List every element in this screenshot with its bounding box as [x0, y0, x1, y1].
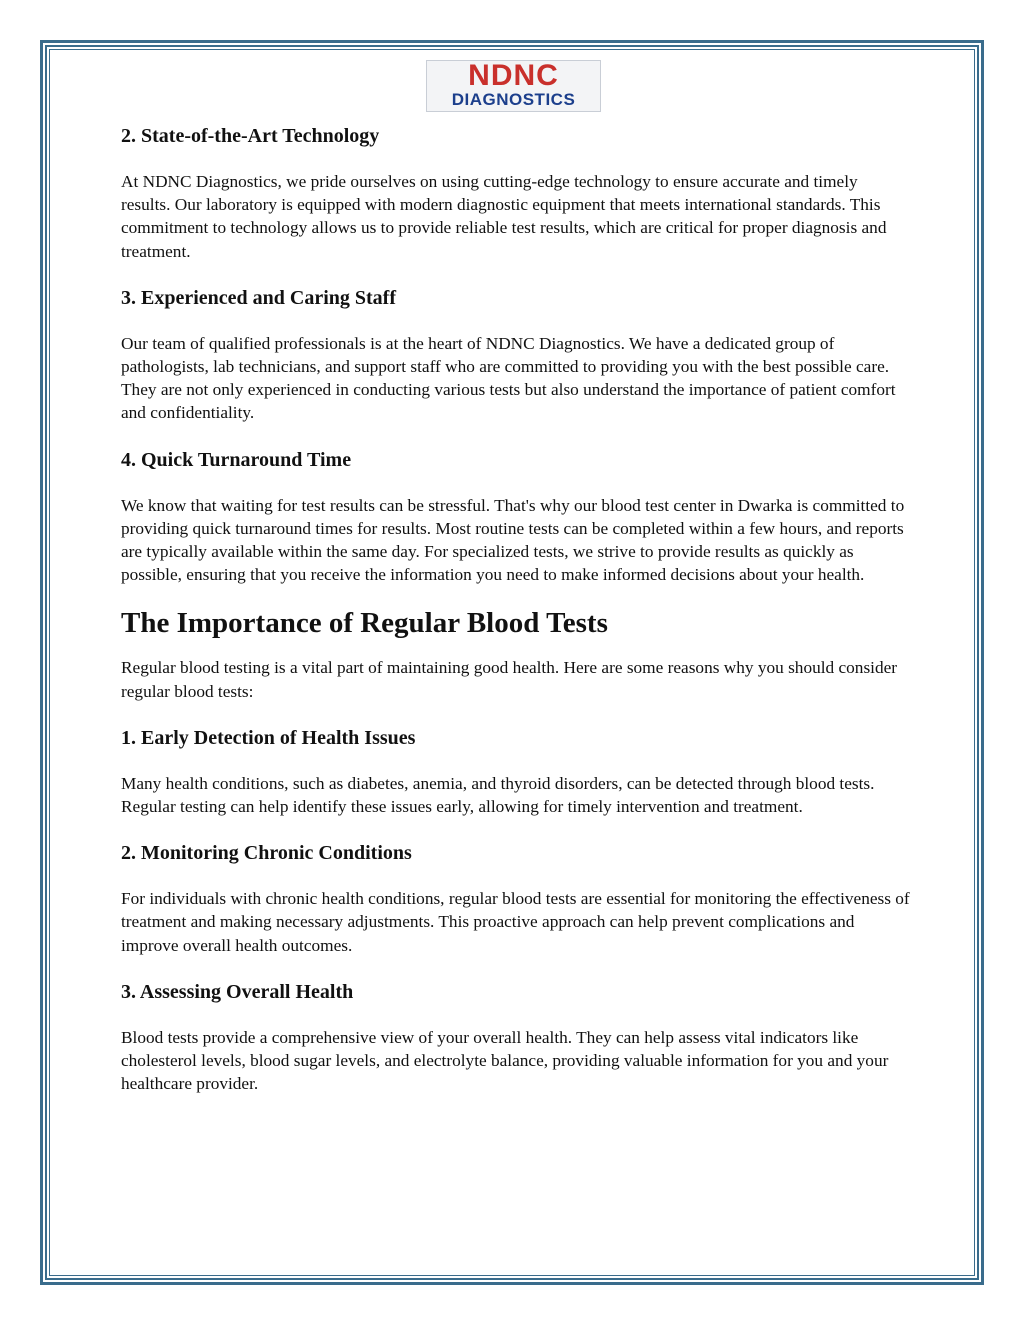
paragraph-turnaround: We know that waiting for test results can be stressful. That's why our blood test center in Dwarka is committed to providing quick turnaround times for results. Most routine tests can be completed within a few hours, and reports are typically available within the same day. For specialized tests, we strive to provide results as quickly as possible, ensuring that you receive the information you need to make informed decisions about your health. [121, 495, 905, 585]
heading-quick-turnaround: 4. Quick Turnaround Time [121, 448, 352, 471]
heading-state-of-the-art: 2. State-of-the-Art Technology [121, 125, 380, 147]
heading-overall-health: 3. Assessing Overall Health [121, 980, 354, 1003]
heading-importance: The Importance of Regular Blood Tests [121, 607, 608, 640]
document-body [121, 120, 911, 1095]
ndnc-logo [426, 60, 601, 112]
paragraph-chronic-conditions: For individuals with chronic health conditions, regular blood tests are essential for monitoring the effectiveness of treatment and making necessary adjustments. This proactive approach can help prevent complications and improve overall health outcomes. [121, 889, 910, 955]
paragraph-staff: Our team of qualified professionals is at the heart of NDNC Diagnostics. We have a dedicated group of pathologists, lab technicians, and support staff who are committed to providing you with the best possible care. They are not only experienced in conducting various tests but also understand the importance of patient comfort and confidentiality. [121, 333, 896, 423]
logo-line-1: NDNC [468, 59, 559, 92]
paragraph-overall-health: Blood tests provide a comprehensive view of your overall health. They can help assess vital indicators like cholesterol levels, blood sugar levels, and electrolyte balance, providing valuable information for you and your healthcare provider. [121, 1027, 889, 1094]
logo-line-2: DIAGNOSTICS [451, 90, 576, 109]
paragraph-importance-intro: Regular blood testing is a vital part of maintaining good health. Here are some reasons why you should consider regular blood tests: [121, 658, 898, 701]
heading-chronic-conditions: 2. Monitoring Chronic Conditions [121, 842, 412, 865]
paragraph-early-detection: Many health conditions, such as diabetes, anemia, and thyroid disorders, can be detected through blood tests. Regular testing can help identify these issues early, allowing for timely intervention and treatment. [121, 773, 875, 817]
paragraph-technology: At NDNC Diagnostics, we pride ourselves on using cutting-edge technology to ensure accurate and timely results. Our laboratory is equipped with modern diagnostic equipment that meets international standards. This commitment to technology allows us to provide reliable test results, which are critical for proper diagnosis and treatment. [121, 172, 887, 261]
heading-experienced-staff: 3. Experienced and Caring Staff [121, 286, 396, 309]
heading-early-detection: 1. Early Detection of Health Issues [121, 726, 416, 749]
